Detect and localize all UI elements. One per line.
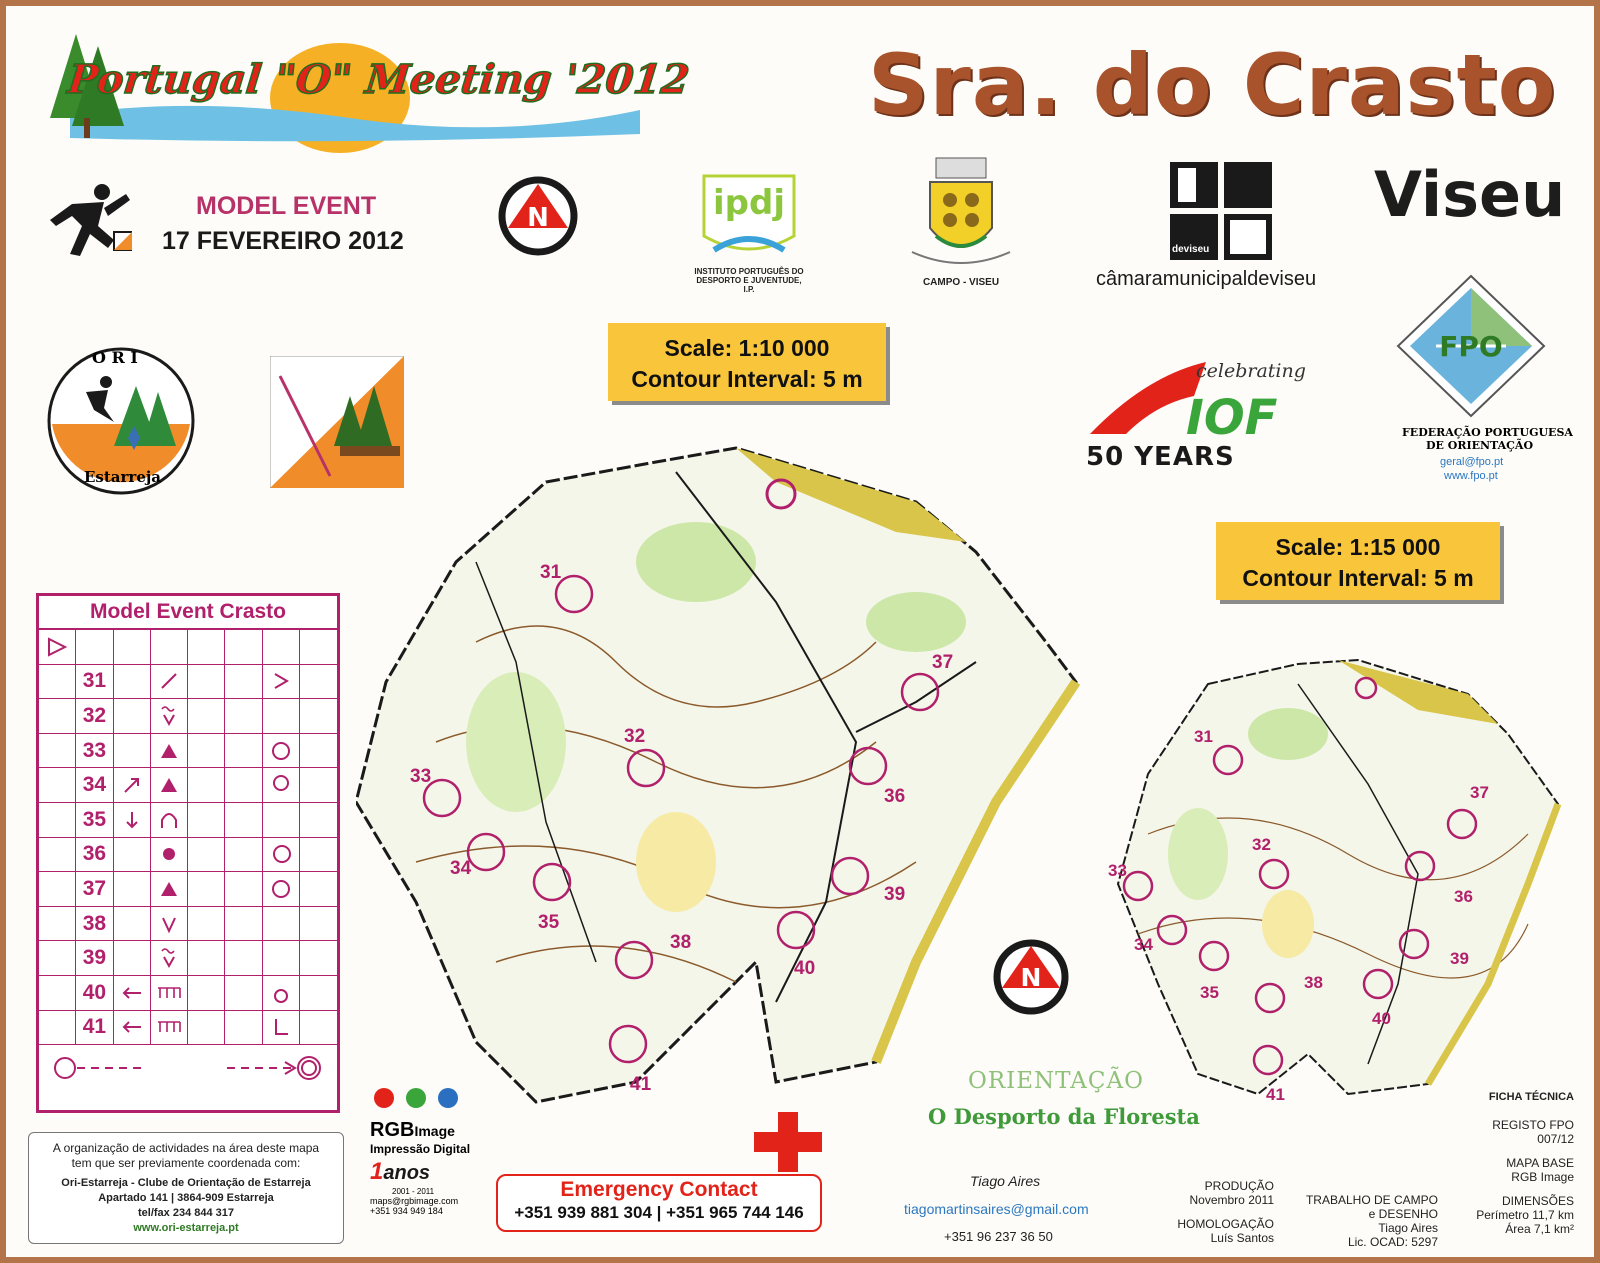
appearance-cell (188, 872, 225, 907)
feature-symbol-cell (151, 665, 188, 700)
control-code-cell: 36 (76, 838, 113, 873)
slogan-line1: ORIENTAÇÃO (968, 1068, 1144, 1094)
iof-logo-text: IOF (1186, 390, 1278, 446)
printer-logo (370, 1084, 480, 1216)
svg-text:N: N (1020, 963, 1042, 992)
start-triangle-icon (39, 630, 76, 665)
feature-symbol-cell (151, 768, 188, 803)
deviseu-label: deviseu (1172, 244, 1210, 255)
feature-symbol-cell (151, 872, 188, 907)
header-cell (263, 630, 300, 665)
location-symbol-cell (263, 907, 300, 942)
control-number-label: 37 (1470, 783, 1489, 802)
extra-cell (300, 872, 337, 907)
fpo-name-1: FEDERAÇÃO PORTUGUESA (1402, 426, 1573, 439)
area-value: Área 7,1 km² (1505, 1222, 1574, 1236)
trabalho-block (1304, 1193, 1438, 1249)
location-symbol-cell (263, 838, 300, 873)
contour-small-text: Contour Interval: 5 m (1242, 565, 1474, 591)
control-descriptions-title: Model Event Crasto (39, 596, 337, 630)
printer-phone: +351 934 949 184 (370, 1206, 443, 1216)
appearance-cell (188, 768, 225, 803)
event-city: Viseu (1374, 158, 1566, 231)
dimension-cell (225, 734, 262, 769)
location-symbol-cell (263, 872, 300, 907)
dimension-cell (225, 907, 262, 942)
red-cross-icon (754, 1112, 822, 1177)
direction-cell (114, 1011, 151, 1046)
control-code-cell: 41 (76, 1011, 113, 1046)
fifty-years-text: 50 YEARS (1086, 442, 1235, 472)
control-code-cell: 34 (76, 768, 113, 803)
orienteering-map-small (1088, 654, 1568, 1129)
ipdj-logo-text: ipdj (713, 183, 785, 223)
access-note (28, 1132, 344, 1244)
control-number-label: 41 (1266, 1085, 1285, 1104)
finish-route-start-icon (51, 1053, 151, 1083)
row-blank-cell (39, 872, 76, 907)
access-note-tel: tel/fax 234 844 317 (137, 1207, 235, 1219)
row-blank-cell (39, 838, 76, 873)
direction-cell (114, 976, 151, 1011)
appearance-cell (188, 803, 225, 838)
control-number-label: 39 (1450, 949, 1469, 968)
control-descriptions-footer (39, 1045, 337, 1091)
extra-cell (300, 803, 337, 838)
direction-cell (114, 803, 151, 838)
scale-small-text: Scale: 1:15 000 (1275, 534, 1441, 560)
extra-cell (300, 941, 337, 976)
dimension-cell (225, 941, 262, 976)
trabalho-value: Tiago Aires (1378, 1221, 1438, 1235)
emergency-contact (496, 1174, 822, 1232)
control-number-label: 36 (1454, 887, 1473, 906)
header-cell (76, 630, 113, 665)
control-descriptions-grid (39, 630, 337, 1045)
control-code-cell: 37 (76, 872, 113, 907)
control-number-label: 32 (624, 726, 646, 747)
feature-symbol-cell (151, 1011, 188, 1046)
control-code-cell: 35 (76, 803, 113, 838)
direction-cell (114, 734, 151, 769)
ori-club-bottom: Estarreja (84, 468, 162, 486)
control-number-label: 41 (630, 1074, 652, 1095)
campo-caption: CAMPO - VISEU (922, 277, 1000, 288)
location-symbol-cell (263, 1011, 300, 1046)
emergency-numbers[interactable]: +351 939 881 304 | +351 965 744 146 (514, 1203, 804, 1222)
tech-sheet-block (1456, 1090, 1574, 1236)
anniv-years: 2001 - 2011 (392, 1187, 435, 1196)
mapper-phone: +351 96 237 36 50 (944, 1229, 1053, 1244)
direction-cell (114, 941, 151, 976)
north-arrow-icon-bottom (992, 938, 1070, 1021)
control-number-label: 40 (1372, 1009, 1391, 1028)
control-number-label: 33 (1108, 861, 1127, 880)
printer-service: Impressão Digital (370, 1142, 471, 1156)
homologacao-label: HOMOLOGAÇÃO (1177, 1217, 1274, 1231)
control-number-label: 35 (1200, 983, 1219, 1002)
control-number-label: 39 (884, 884, 906, 905)
producao-block (1176, 1179, 1274, 1245)
fpo-email: geral@fpo.pt (1440, 456, 1504, 468)
homologacao-value: Luís Santos (1210, 1231, 1274, 1245)
feature-symbol-cell (151, 976, 188, 1011)
location-symbol-cell (263, 768, 300, 803)
pom-logo-text: Portugal "O" Meeting '2012 (65, 56, 692, 103)
direction-cell (114, 872, 151, 907)
control-code-cell: 31 (76, 665, 113, 700)
mapa-base-label: MAPA BASE (1506, 1156, 1574, 1170)
extra-cell (300, 768, 337, 803)
slogan-line2: O Desporto da Floresta (928, 1104, 1200, 1129)
control-code-cell: 39 (76, 941, 113, 976)
row-blank-cell (39, 665, 76, 700)
row-blank-cell (39, 941, 76, 976)
runner-icon (42, 182, 132, 265)
tech-sheet-title: FICHA TÉCNICA (1488, 1091, 1574, 1103)
printer-email: maps@rgbimage.com (370, 1196, 459, 1206)
dimension-cell (225, 803, 262, 838)
location-symbol-cell (263, 665, 300, 700)
finish-circle-icon (225, 1053, 325, 1083)
mapper-name: Tiago Aires (970, 1173, 1041, 1189)
feature-symbol-cell (151, 734, 188, 769)
dimension-cell (225, 872, 262, 907)
extra-cell (300, 699, 337, 734)
control-number-label: 38 (1304, 973, 1323, 992)
campo-coat-of-arms-icon (906, 156, 1016, 292)
model-event-date: 17 FEVEREIRO 2012 (162, 227, 404, 255)
ipdj-caption: INSTITUTO PORTUGUÊS DO DESPORTO E JUVENTUDE, I.P. (694, 267, 804, 294)
licence-value: Lic. OCAD: 5297 (1347, 1235, 1438, 1249)
dimension-cell (225, 665, 262, 700)
dimension-cell (225, 976, 262, 1011)
access-note-club: Ori-Estarreja - Clube de Orientação de Estarreja (61, 1177, 311, 1189)
feature-symbol-cell (151, 803, 188, 838)
extra-cell (300, 976, 337, 1011)
extra-cell (300, 734, 337, 769)
fpo-web: www.fpo.pt (1444, 470, 1498, 482)
scale-box-large (608, 323, 886, 401)
extra-cell (300, 838, 337, 873)
feature-symbol-cell (151, 941, 188, 976)
row-blank-cell (39, 1011, 76, 1046)
appearance-cell (188, 907, 225, 942)
control-code-cell: 38 (76, 907, 113, 942)
extra-cell (300, 907, 337, 942)
access-note-web[interactable]: www.ori-estarreja.pt (133, 1222, 239, 1234)
control-number-label: 31 (540, 562, 562, 583)
appearance-cell (188, 976, 225, 1011)
svg-text:FPO: FPO (1439, 330, 1503, 363)
control-number-label: 32 (1252, 835, 1271, 854)
location-symbol-cell (263, 699, 300, 734)
appearance-cell (188, 665, 225, 700)
appearance-cell (188, 941, 225, 976)
extra-cell (300, 1011, 337, 1046)
control-number-label: 31 (1194, 727, 1213, 746)
control-descriptions (36, 593, 340, 1113)
registo-label: REGISTO FPO (1492, 1118, 1574, 1132)
row-blank-cell (39, 768, 76, 803)
dimension-cell (225, 838, 262, 873)
row-blank-cell (39, 907, 76, 942)
location-symbol-cell (263, 734, 300, 769)
anniv-word: anos (383, 1162, 431, 1184)
trabalho-label-2: e DESENHO (1368, 1207, 1438, 1221)
mapper-email[interactable]: tiagomartinsaires@gmail.com (904, 1201, 1089, 1217)
appearance-cell (188, 699, 225, 734)
header-cell (188, 630, 225, 665)
dimension-cell (225, 699, 262, 734)
row-blank-cell (39, 699, 76, 734)
event-title: Sra. do Crasto (868, 36, 1557, 134)
header-cell (114, 630, 151, 665)
registo-value: 007/12 (1537, 1132, 1574, 1146)
control-number-label: 35 (538, 912, 560, 933)
row-blank-cell (39, 803, 76, 838)
dimension-cell (225, 1011, 262, 1046)
appearance-cell (188, 838, 225, 873)
control-code-cell: 33 (76, 734, 113, 769)
producao-value: Novembro 2011 (1189, 1193, 1274, 1207)
printer-icons (370, 1084, 470, 1114)
trabalho-label-1: TRABALHO DE CAMPO (1305, 1193, 1438, 1207)
row-blank-cell (39, 734, 76, 769)
header-cell (225, 630, 262, 665)
appearance-cell (188, 1011, 225, 1046)
header-cell (151, 630, 188, 665)
control-code-cell: 40 (76, 976, 113, 1011)
contour-large-text: Contour Interval: 5 m (631, 366, 863, 392)
printer-name-suffix: Image (414, 1123, 455, 1139)
fpo-name-2: DE ORIENTAÇÃO (1426, 439, 1534, 452)
direction-cell (114, 699, 151, 734)
scale-large-text: Scale: 1:10 000 (664, 335, 830, 361)
location-symbol-cell (263, 976, 300, 1011)
map-small-svg (1088, 654, 1568, 1124)
header-cell (300, 630, 337, 665)
direction-cell (114, 907, 151, 942)
control-number-label: 37 (932, 652, 954, 673)
control-number-label: 34 (1134, 935, 1153, 954)
ori-club-top: O R I (92, 348, 138, 367)
dimensoes-label: DIMENSÕES (1501, 1194, 1574, 1208)
north-arrow-icon (498, 176, 578, 261)
control-number-label: 33 (410, 766, 432, 787)
scale-box-small (1216, 522, 1500, 600)
printer-name: RGB (370, 1119, 415, 1141)
mapa-base-value: RGB Image (1511, 1170, 1574, 1184)
access-note-line1: A organização de actividades na área deste mapa (52, 1141, 320, 1155)
access-note-address: Apartado 141 | 3864-909 Estarreja (98, 1192, 274, 1204)
location-symbol-cell (263, 803, 300, 838)
feature-symbol-cell (151, 907, 188, 942)
appearance-cell (188, 734, 225, 769)
control-code-cell: 32 (76, 699, 113, 734)
fpo-logo (1396, 274, 1546, 423)
ipdj-logo (694, 166, 804, 294)
control-number-label: 36 (884, 786, 906, 807)
direction-cell (114, 838, 151, 873)
dimension-cell (225, 768, 262, 803)
orienteering-map-large (356, 442, 1082, 1147)
map-large-svg (356, 442, 1082, 1142)
direction-cell (114, 665, 151, 700)
camara-caption: câmaramunicipaldeviseu (1096, 268, 1317, 290)
row-blank-cell (39, 976, 76, 1011)
control-number-label: 40 (794, 958, 816, 979)
producao-label: PRODUÇÃO (1204, 1179, 1274, 1193)
location-symbol-cell (263, 941, 300, 976)
access-note-line2: tem que ser previamente coordenada com: (71, 1156, 301, 1170)
feature-symbol-cell (151, 838, 188, 873)
control-number-label: 38 (670, 932, 692, 953)
direction-cell (114, 768, 151, 803)
emergency-title: Emergency Contact (560, 1178, 758, 1201)
svg-text:N: N (527, 203, 549, 233)
perimetro-value: Perímetro 11,7 km (1476, 1208, 1574, 1222)
feature-symbol-cell (151, 699, 188, 734)
control-number-label: 34 (450, 858, 472, 879)
map-sheet (6, 6, 1594, 1257)
extra-cell (300, 665, 337, 700)
celebrating-text: celebrating (1196, 360, 1306, 382)
anniv-prefix: 1 (370, 1158, 384, 1185)
model-event-label: MODEL EVENT (196, 192, 377, 220)
